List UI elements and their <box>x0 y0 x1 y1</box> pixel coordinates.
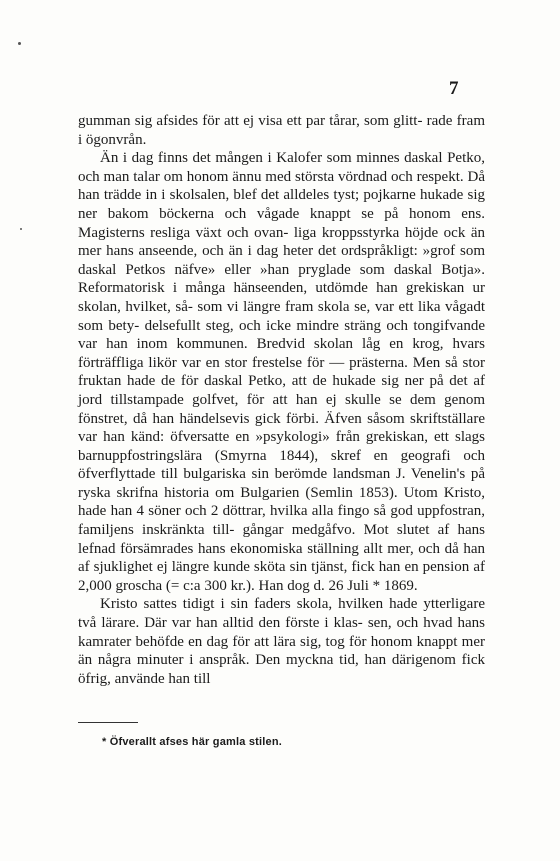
paragraph: Kristo sattes tidigt i sin faders skola, hvilken hade ytterligare två lärare. Där var han alltid den förste i klas- sen, och hvad hans kamrater behöfde en dag för att lära sig, tog för honom knappt mer än några minuter i anspråk. Den myckna tid, han därigenom fick öfrig, använde han till <box>78 596 485 687</box>
scan-speck <box>18 42 21 45</box>
page-number: 7 <box>449 78 459 99</box>
paragraph: gumman sig afsides för att ej visa ett par tårar, som glitt- rade fram i ögonvrån. <box>78 113 485 148</box>
body-text <box>78 112 485 688</box>
footnote-divider <box>78 722 138 723</box>
footnote: * Öfverallt afses här gamla stilen. <box>102 736 283 748</box>
paragraph: Än i dag finns det mången i Kalofer som minnes daskal Petko, och man talar om honom ännu med största vördnad och respekt. Då han trädde in i skolsalen, blef det alldeles tyst; pojkarne hukade sig ner bakom böckerna och vågade knappt se på honom ens. Magisterns resliga växt och ovan- liga kroppsstyrka höjde ock än mer hans anseende, och än i dag heter det ordspråkligt: »grof som daskal Petkos näfve» eller »han pryglade som daskal Botja». Reformatorisk i många hänseenden, utdömde han grekiskan ur skolan, hvilket, så- som vi längre fram skola se, var ett lika vågadt som bety- delsefullt steg, och icke mindre sträng och tongifvande var han inom kommunen. Bredvid skolan låg en krog, hvars förträffliga likör var en stor frestelse för — prästerna. Men så stor fruktan hade de för daskal Petko, att de hukade sig ner på det af jord tillstampade golfvet, för att han ej skulle se dem genom fönstret, då han händelsevis gick förbi. Äfven såsom skriftställare var han känd: öfversatte en »psykologi» från grekiskan, ett slags barnuppfostringslära (Smyrna 1844), skref en geografi och öfverflyttade till bulgariska sin berömde landsman J. Venelin's på ryska skrifna historia om Bulgarien (Semlin 1853). Utom Kristo, hade han 4 söner och 2 döttrar, hvilka alla fingo så god uppfostran, familjens inskränkta till- gångar medgåfvo. Mot slutet af hans lefnad försämrades hans ekonomiska ställning allt mer, och då han af sjuklighet ej längre kunde sköta sin tjänst, fick han en pension af 2,000 groscha (= c:a 300 kr.). Han dog d. 26 Juli * 1869. <box>78 150 485 594</box>
scan-speck <box>20 228 22 230</box>
